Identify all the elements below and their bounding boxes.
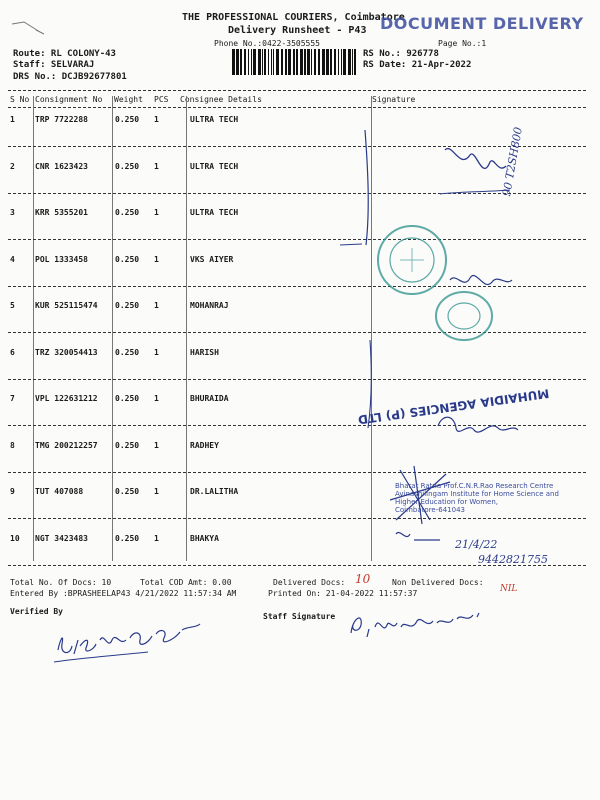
rs-number: RS No.: 926778 bbox=[363, 49, 439, 59]
row-consignment: TMG 200212257 bbox=[35, 440, 98, 450]
row-pcs: 1 bbox=[154, 208, 159, 217]
delivered-docs-label: Delivered Docs: bbox=[273, 578, 346, 587]
barcode-bar bbox=[318, 49, 320, 75]
route: Route: RL COLONY-43 bbox=[13, 49, 116, 59]
barcode-bar bbox=[341, 49, 342, 75]
phone-number: Phone No.:0422-3505555 bbox=[214, 39, 320, 48]
barcode-bar bbox=[354, 49, 356, 75]
row-weight: 0.250 bbox=[115, 208, 140, 217]
total-docs: Total No. Of Docs: 10 bbox=[10, 578, 112, 587]
company-name: THE PROFESSIONAL COURIERS, Coimbatore bbox=[182, 12, 405, 23]
row-pcs: 1 bbox=[154, 115, 159, 124]
barcode-bar bbox=[307, 49, 310, 75]
barcode-bar bbox=[314, 49, 316, 75]
row-weight: 0.250 bbox=[115, 161, 140, 171]
barcode-bar bbox=[330, 49, 332, 75]
row-pcs: 1 bbox=[154, 394, 159, 403]
row-weight: 0.250 bbox=[115, 533, 140, 543]
row-pcs: 1 bbox=[154, 487, 159, 496]
row-consignee: BHAKYA bbox=[190, 533, 219, 543]
row-weight: 0.250 bbox=[115, 487, 140, 496]
divider bbox=[8, 107, 586, 108]
barcode-bar bbox=[343, 49, 346, 75]
entered-by: Entered By :BPRASHEELAP43 4/21/2022 11:57:34 AM bbox=[10, 589, 237, 598]
row-pcs: 1 bbox=[154, 161, 159, 171]
row-consignment: KRR 5355201 bbox=[35, 208, 88, 217]
divider bbox=[8, 90, 586, 91]
column-header-consignee: Consignee Details bbox=[180, 95, 262, 104]
barcode-bar bbox=[273, 49, 274, 75]
page-number: Page No.:1 bbox=[438, 39, 487, 48]
row-pcs: 1 bbox=[154, 533, 159, 543]
barcode-bar bbox=[253, 49, 256, 75]
drs-number: DRS No.: DCJB92677801 bbox=[13, 72, 127, 82]
barcode-bar bbox=[232, 49, 235, 75]
row-consignee: ULTRA TECH bbox=[190, 161, 239, 171]
barcode-bar bbox=[296, 49, 298, 75]
row-weight: 0.250 bbox=[115, 394, 140, 403]
rs-date: RS Date: 21-Apr-2022 bbox=[363, 60, 472, 70]
handwritten-date: 21/4/22 bbox=[455, 538, 498, 551]
staff-name: Staff: SELVARAJ bbox=[13, 60, 95, 70]
row-sno: 9 bbox=[10, 487, 15, 496]
row-sno: 5 bbox=[10, 301, 15, 310]
row-consignment: TRZ 320054413 bbox=[35, 347, 98, 357]
row-weight: 0.250 bbox=[115, 347, 140, 357]
printed-on: Printed On: 21-04-2022 11:57:37 bbox=[268, 589, 418, 598]
row-consignee: HARISH bbox=[190, 347, 219, 357]
barcode-bar bbox=[276, 49, 279, 75]
margin-note: 90 T2SH800 bbox=[500, 126, 525, 198]
barcode-bar bbox=[262, 49, 263, 75]
barcode-bar bbox=[271, 49, 272, 75]
barcode-bar bbox=[311, 49, 312, 75]
row-consignee: VKS AIYER bbox=[190, 254, 234, 264]
barcode-bar bbox=[334, 49, 336, 75]
row-consignment: KUR 525115474 bbox=[35, 301, 98, 310]
research-centre-stamp: Bharat Ratna Prof.C.N.R.Rao Research Centre Avinashilingam Institute for Home Science and Higher Education for Women, Coimbatore-641043 bbox=[395, 482, 559, 514]
column-header-sno: S No bbox=[10, 95, 30, 104]
barcode-bar bbox=[258, 49, 261, 75]
barcode-bar bbox=[338, 49, 339, 75]
barcode-bar bbox=[248, 49, 249, 75]
corner-mark-icon bbox=[10, 18, 50, 40]
barcode-bar bbox=[285, 49, 287, 75]
row-sno: 2 bbox=[10, 161, 15, 171]
row-weight: 0.250 bbox=[115, 440, 140, 450]
row-consignee: DR.LALITHA bbox=[190, 487, 239, 496]
barcode-bar bbox=[352, 49, 353, 75]
barcode-bar bbox=[268, 49, 269, 75]
row-consignment: NGT 3423483 bbox=[35, 533, 88, 543]
row-sno: 7 bbox=[10, 394, 15, 403]
staff-signature-image bbox=[345, 605, 505, 645]
row-sno: 8 bbox=[10, 440, 15, 450]
barcode-bar bbox=[281, 49, 283, 75]
column-header-pcs: PCS bbox=[154, 95, 169, 104]
handwritten-phone: 9442821755 bbox=[478, 553, 548, 566]
barcode-bar bbox=[293, 49, 295, 75]
row-consignee: MOHANRAJ bbox=[190, 301, 229, 310]
barcode-bar bbox=[300, 49, 303, 75]
runsheet-title: Delivery Runsheet - P43 bbox=[228, 25, 367, 36]
barcode-bar bbox=[288, 49, 291, 75]
total-cod: Total COD Amt: 0.00 bbox=[140, 578, 232, 587]
barcode-bar bbox=[264, 49, 266, 75]
column-header-consignment: Consignment No bbox=[35, 95, 103, 104]
row-consignee: RADHEY bbox=[190, 440, 219, 450]
barcode-bar bbox=[240, 49, 242, 75]
verified-by-label: Verified By bbox=[10, 607, 63, 616]
row-consignment: POL 1333458 bbox=[35, 254, 88, 264]
row-weight: 0.250 bbox=[115, 301, 140, 310]
barcode-bar bbox=[322, 49, 325, 75]
barcode-bar bbox=[251, 49, 252, 75]
barcode-bar bbox=[304, 49, 306, 75]
row-sno: 10 bbox=[10, 533, 20, 543]
row-pcs: 1 bbox=[154, 254, 159, 264]
row-sno: 3 bbox=[10, 208, 15, 217]
row-weight: 0.250 bbox=[115, 115, 140, 124]
non-delivered-docs-label: Non Delivered Docs: bbox=[392, 578, 484, 587]
row-sno: 6 bbox=[10, 347, 15, 357]
barcode-bar bbox=[236, 49, 239, 75]
delivered-docs-handwritten: 10 bbox=[355, 572, 371, 586]
row-pcs: 1 bbox=[154, 440, 159, 450]
row-consignment: CNR 1623423 bbox=[35, 161, 88, 171]
row-consignment: VPL 122631212 bbox=[35, 394, 98, 403]
column-header-signature: Signature bbox=[372, 95, 416, 104]
barcode-bar bbox=[348, 49, 351, 75]
barcode-image bbox=[232, 49, 357, 75]
row-consignment: TRP 7722288 bbox=[35, 115, 88, 124]
row-pcs: 1 bbox=[154, 301, 159, 310]
barcode-bar bbox=[244, 49, 246, 75]
staff-signature-label: Staff Signature bbox=[263, 612, 336, 621]
round-seal-image bbox=[430, 288, 500, 346]
row-consignee: BHURAIDA bbox=[190, 394, 229, 403]
row-sno: 1 bbox=[10, 115, 15, 124]
barcode-bar bbox=[326, 49, 329, 75]
row-consignee: ULTRA TECH bbox=[190, 208, 239, 217]
row-weight: 0.250 bbox=[115, 254, 140, 264]
agency-seal: MUHAIDIA AGENCIES (P) LTD bbox=[357, 386, 550, 427]
row-consignee: ULTRA TECH bbox=[190, 115, 239, 124]
row-sno: 4 bbox=[10, 254, 15, 264]
verified-signature-image bbox=[50, 610, 210, 670]
row-pcs: 1 bbox=[154, 347, 159, 357]
row-consignment: TUT 407088 bbox=[35, 487, 84, 496]
document-delivery-stamp: DOCUMENT DELIVERY bbox=[380, 14, 584, 33]
non-delivered-docs-handwritten: NIL bbox=[500, 584, 518, 594]
column-header-weight: Weight bbox=[114, 95, 143, 104]
